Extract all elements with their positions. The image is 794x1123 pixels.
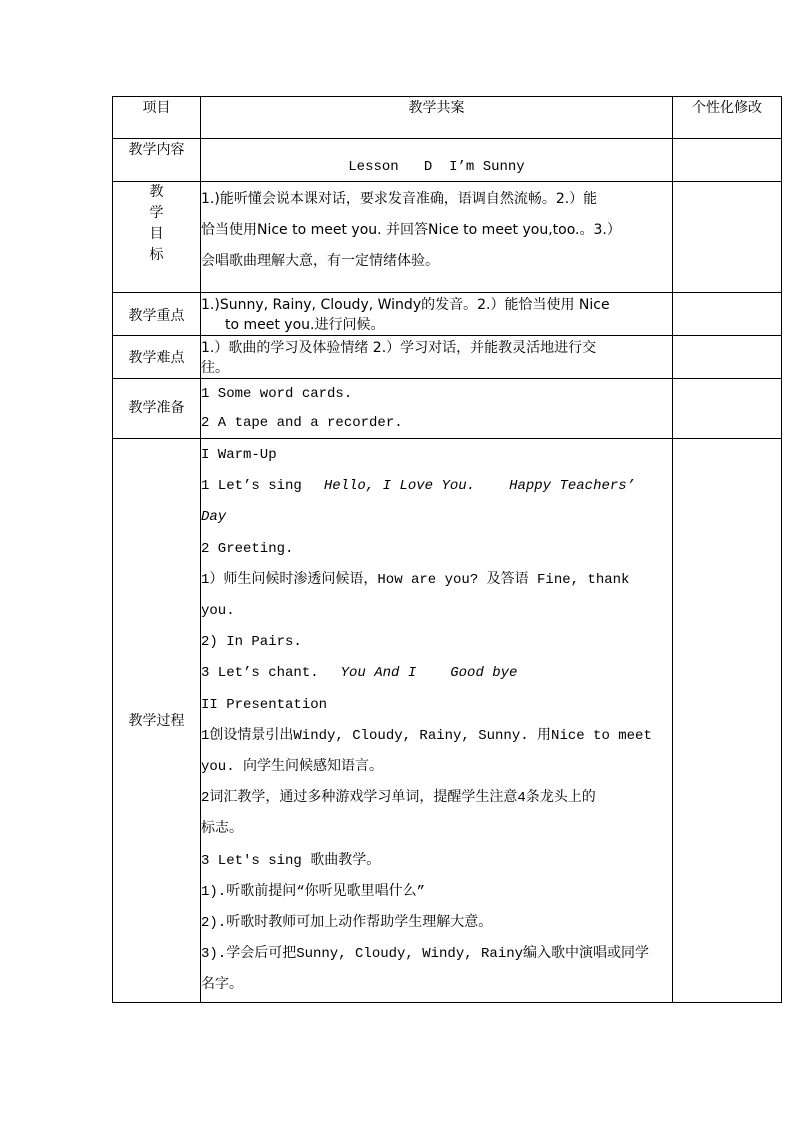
- preparation-text: [201, 379, 673, 439]
- header-shared-plan: 教学共案: [201, 97, 673, 139]
- objectives-edit-cell: [673, 182, 782, 293]
- key-points-line: to meet you.进行问候。: [225, 317, 385, 333]
- preparation-row: [113, 379, 782, 439]
- preparation-label: 教学准备: [113, 379, 201, 439]
- chant-title: Good bye: [450, 665, 518, 682]
- song-title: Hello, I Love You.: [323, 478, 476, 495]
- key-points-edit-cell: [673, 293, 782, 336]
- process-line: 2).听歌时教师可加上动作帮助学生理解大意。: [201, 915, 493, 932]
- process-line: 2) In Pairs.: [201, 634, 302, 651]
- key-points-row: [113, 293, 782, 336]
- difficulties-row: [113, 336, 782, 379]
- song-title: Day: [201, 509, 227, 526]
- objectives-line: 恰当使用Nice to meet you. 并回答Nice to meet you,too.。3.）: [201, 222, 621, 238]
- preparation-line: 2 A tape and a recorder.: [201, 415, 403, 431]
- preparation-edit-cell: [673, 379, 782, 439]
- process-line: 1）师生问候时渗透问候语，How are you? 及答语 Fine, thank: [201, 571, 630, 588]
- process-line: 2 Greeting.: [201, 540, 294, 557]
- key-points-text: [201, 293, 673, 336]
- chant-prefix: 3 Let’s chant.: [201, 665, 319, 682]
- objectives-line: 1.)能听懂会说本课对话，要求发音准确，语调自然流畅。2.）能: [201, 191, 598, 207]
- objectives-label-char: 学: [149, 205, 164, 221]
- content-label: 教学内容: [113, 139, 201, 182]
- objectives-label-char: 教: [149, 184, 164, 200]
- sing-prefix: 1 Let’s sing: [201, 478, 302, 495]
- difficulties-line: 1.）歌曲的学习及体验情绪 2.）学习对话，并能教灵活地进行交: [201, 340, 597, 356]
- chant-title: You And I: [340, 665, 417, 682]
- process-label: 教学过程: [113, 439, 201, 1003]
- process-line: you.: [201, 603, 235, 620]
- content-edit-cell: [673, 139, 782, 182]
- difficulties-line: 往。: [201, 360, 229, 376]
- process-line: [201, 471, 672, 502]
- process-line: II Presentation: [201, 696, 328, 713]
- key-points-line: 1.)Sunny, Rainy, Cloudy, Windy的发音。2.）能恰当使用 Nice: [201, 297, 610, 313]
- objectives-label-char: 标: [149, 247, 164, 263]
- header-personal-edit: 个性化修改: [673, 97, 782, 139]
- difficulties-label: 教学难点: [113, 336, 201, 379]
- process-text: [201, 439, 673, 1003]
- process-line: 3).学会后可把Sunny, Cloudy, Windy, Rainy编入歌中演唱或同学: [201, 946, 650, 963]
- objectives-text: [201, 182, 673, 293]
- process-line: 3 Let's sing 歌曲教学。: [201, 852, 381, 869]
- process-edit-cell: [673, 439, 782, 1003]
- process-line: 2词汇教学，通过多种游戏学习单词，提醒学生注意4条龙头上的: [201, 790, 596, 807]
- objectives-line: 会唱歌曲理解大意，有一定情绪体验。: [201, 253, 439, 269]
- objectives-label: [113, 182, 201, 293]
- process-line: 1创设情景引出Windy, Cloudy, Rainy, Sunny. 用Nice to meet: [201, 727, 652, 744]
- process-line: you. 向学生问候感知语言。: [201, 759, 384, 776]
- difficulties-edit-cell: [673, 336, 782, 379]
- song-title: Happy Teachers’: [509, 478, 636, 495]
- objectives-row: [113, 182, 782, 293]
- process-line: 1).听歌前提问“你听见歌里唱什么”: [201, 883, 426, 900]
- header-row: [113, 97, 782, 139]
- lesson-plan-table: [112, 96, 782, 1003]
- preparation-line: 1 Some word cards.: [201, 386, 353, 402]
- process-line: 标志。: [201, 821, 243, 838]
- process-line: I Warm-Up: [201, 447, 277, 463]
- process-line: 名字。: [201, 977, 243, 994]
- content-value: Lesson D I’m Sunny: [201, 139, 673, 182]
- difficulties-text: [201, 336, 673, 379]
- process-row: [113, 439, 782, 1003]
- process-line: [201, 658, 672, 689]
- header-item: 项目: [113, 97, 201, 139]
- key-points-label: 教学重点: [113, 293, 201, 336]
- content-row: [113, 139, 782, 182]
- objectives-label-char: 目: [149, 226, 164, 242]
